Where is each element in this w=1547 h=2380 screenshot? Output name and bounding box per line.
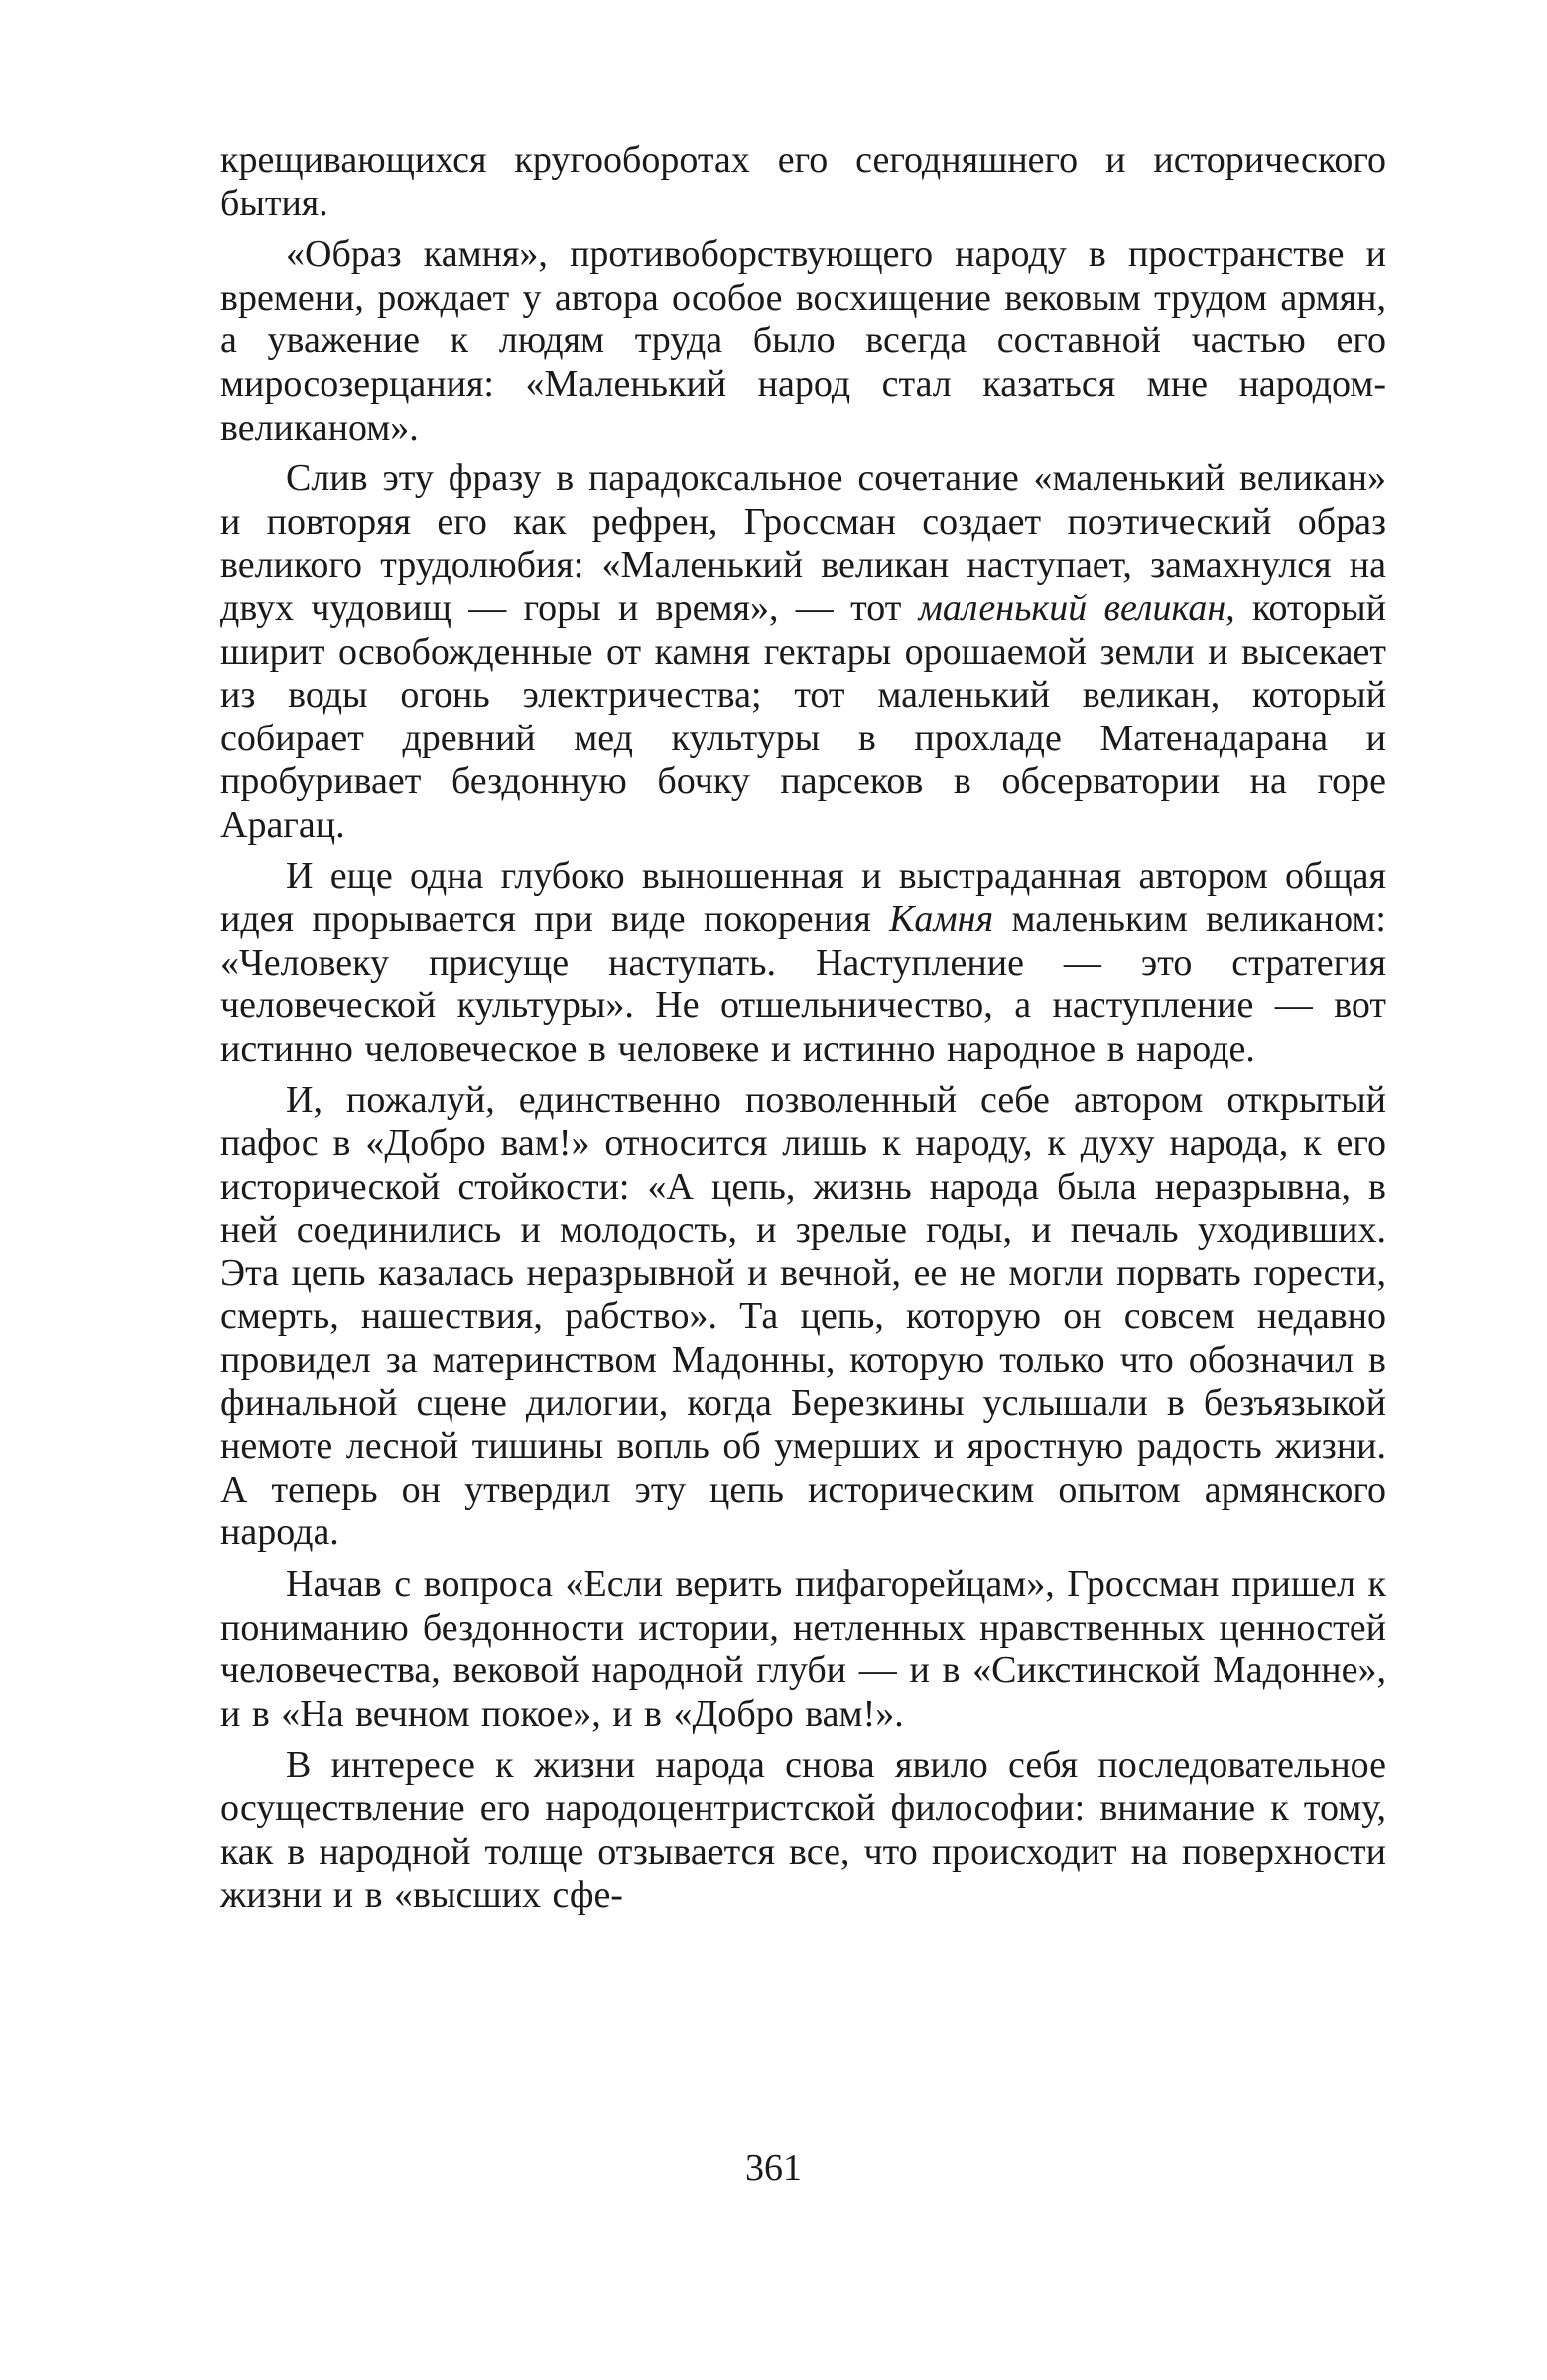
paragraph-2	[220, 233, 1386, 450]
page-number: 361	[745, 2147, 802, 2188]
paragraph-text: который ширит освобожденные от камня гектары орошаемой земли и высекает из воды огонь электричества; тот маленький великан, который собирает древний мед культуры в прохладе Матенадарана и пробуривает бездонную бочку парсеков в обсерватории на горе Арагац.	[220, 587, 1387, 846]
paragraph-text: И, пожалуй, единственно позволенный себе автором открытый пафос в «Добро вам!» относится лишь к народу, к духу народа, к его исторической стойкости: «А цепь, жизнь народа была неразрывна, в ней соединились и молодость, и зрелые годы, и печаль уходивших. Эта цепь казалась неразрывной и вечной, ее не могли порвать горести, смерть, нашествия, рабство». Та цепь, которую он совсем недавно провидел за материнством Мадонны, которую только что обозначил в финальной сцене дилогии, когда Березкины услышали в безъязыкой немоте лесной тишины вопль об умерших и яростную радость жизни. А теперь он утвердил эту цепь историческим опытом армянского народа.	[220, 1079, 1386, 1554]
paragraph-text: Начав с вопроса «Если верить пифагорейцам», Гроссман пришел к пониманию бездонности истории, нетленных нравственных ценностей человечества, вековой народной глуби — и в «Сикстинской Мадонне», и в «На вечном покое», и в «Добро вам!».	[220, 1563, 1386, 1735]
page-text	[220, 139, 1386, 1925]
paragraph-text: маленьким великаном: «Человеку присуще наступать. Наступление — это стратегия человеческой культуры». Не отшельничество, а наступление — вот истинно человеческое в человеке и истинно народное в народе.	[220, 898, 1386, 1070]
paragraph-4	[220, 856, 1386, 1072]
paragraph-text: В интересе к жизни народа снова явило себя последовательное осуществление его народоцентристской философии: внимание к тому, как в народной толще отзывается все, что происходит на поверхности жизни и в «высших сфе-	[220, 1744, 1386, 1917]
paragraph-5	[220, 1079, 1386, 1555]
paragraph-text: И еще одна глубоко выношенная и выстраданная автором общая идея прорывается при виде покорения	[220, 855, 1386, 941]
paragraph-3	[220, 458, 1386, 847]
paragraph-text: «Образ камня», противоборствующего народу в пространстве и времени, рождает у автора особое восхищение вековым трудом армян, а уважение к людям труда было всегда составной частью его миросозерцания: «Маленький народ стал казаться мне народом-великаном».	[220, 233, 1386, 449]
italic-emphasis: маленький великан,	[918, 587, 1235, 629]
paragraph-text: Слив эту фразу в парадоксальное сочетание «маленький великан» и повторяя его как рефрен, Гроссман создает поэтический образ великого трудолюбия: «Маленький великан наступает, замахнулся на двух чудовищ — горы и время», — тот	[220, 458, 1386, 629]
paragraph-7	[220, 1744, 1386, 1917]
italic-emphasis: Камня	[889, 898, 994, 941]
paragraph-text: крещивающихся кругооборотах его сегодняшнего и исторического бытия.	[220, 139, 1386, 224]
paragraph-1	[220, 139, 1386, 225]
paragraph-6	[220, 1563, 1386, 1736]
